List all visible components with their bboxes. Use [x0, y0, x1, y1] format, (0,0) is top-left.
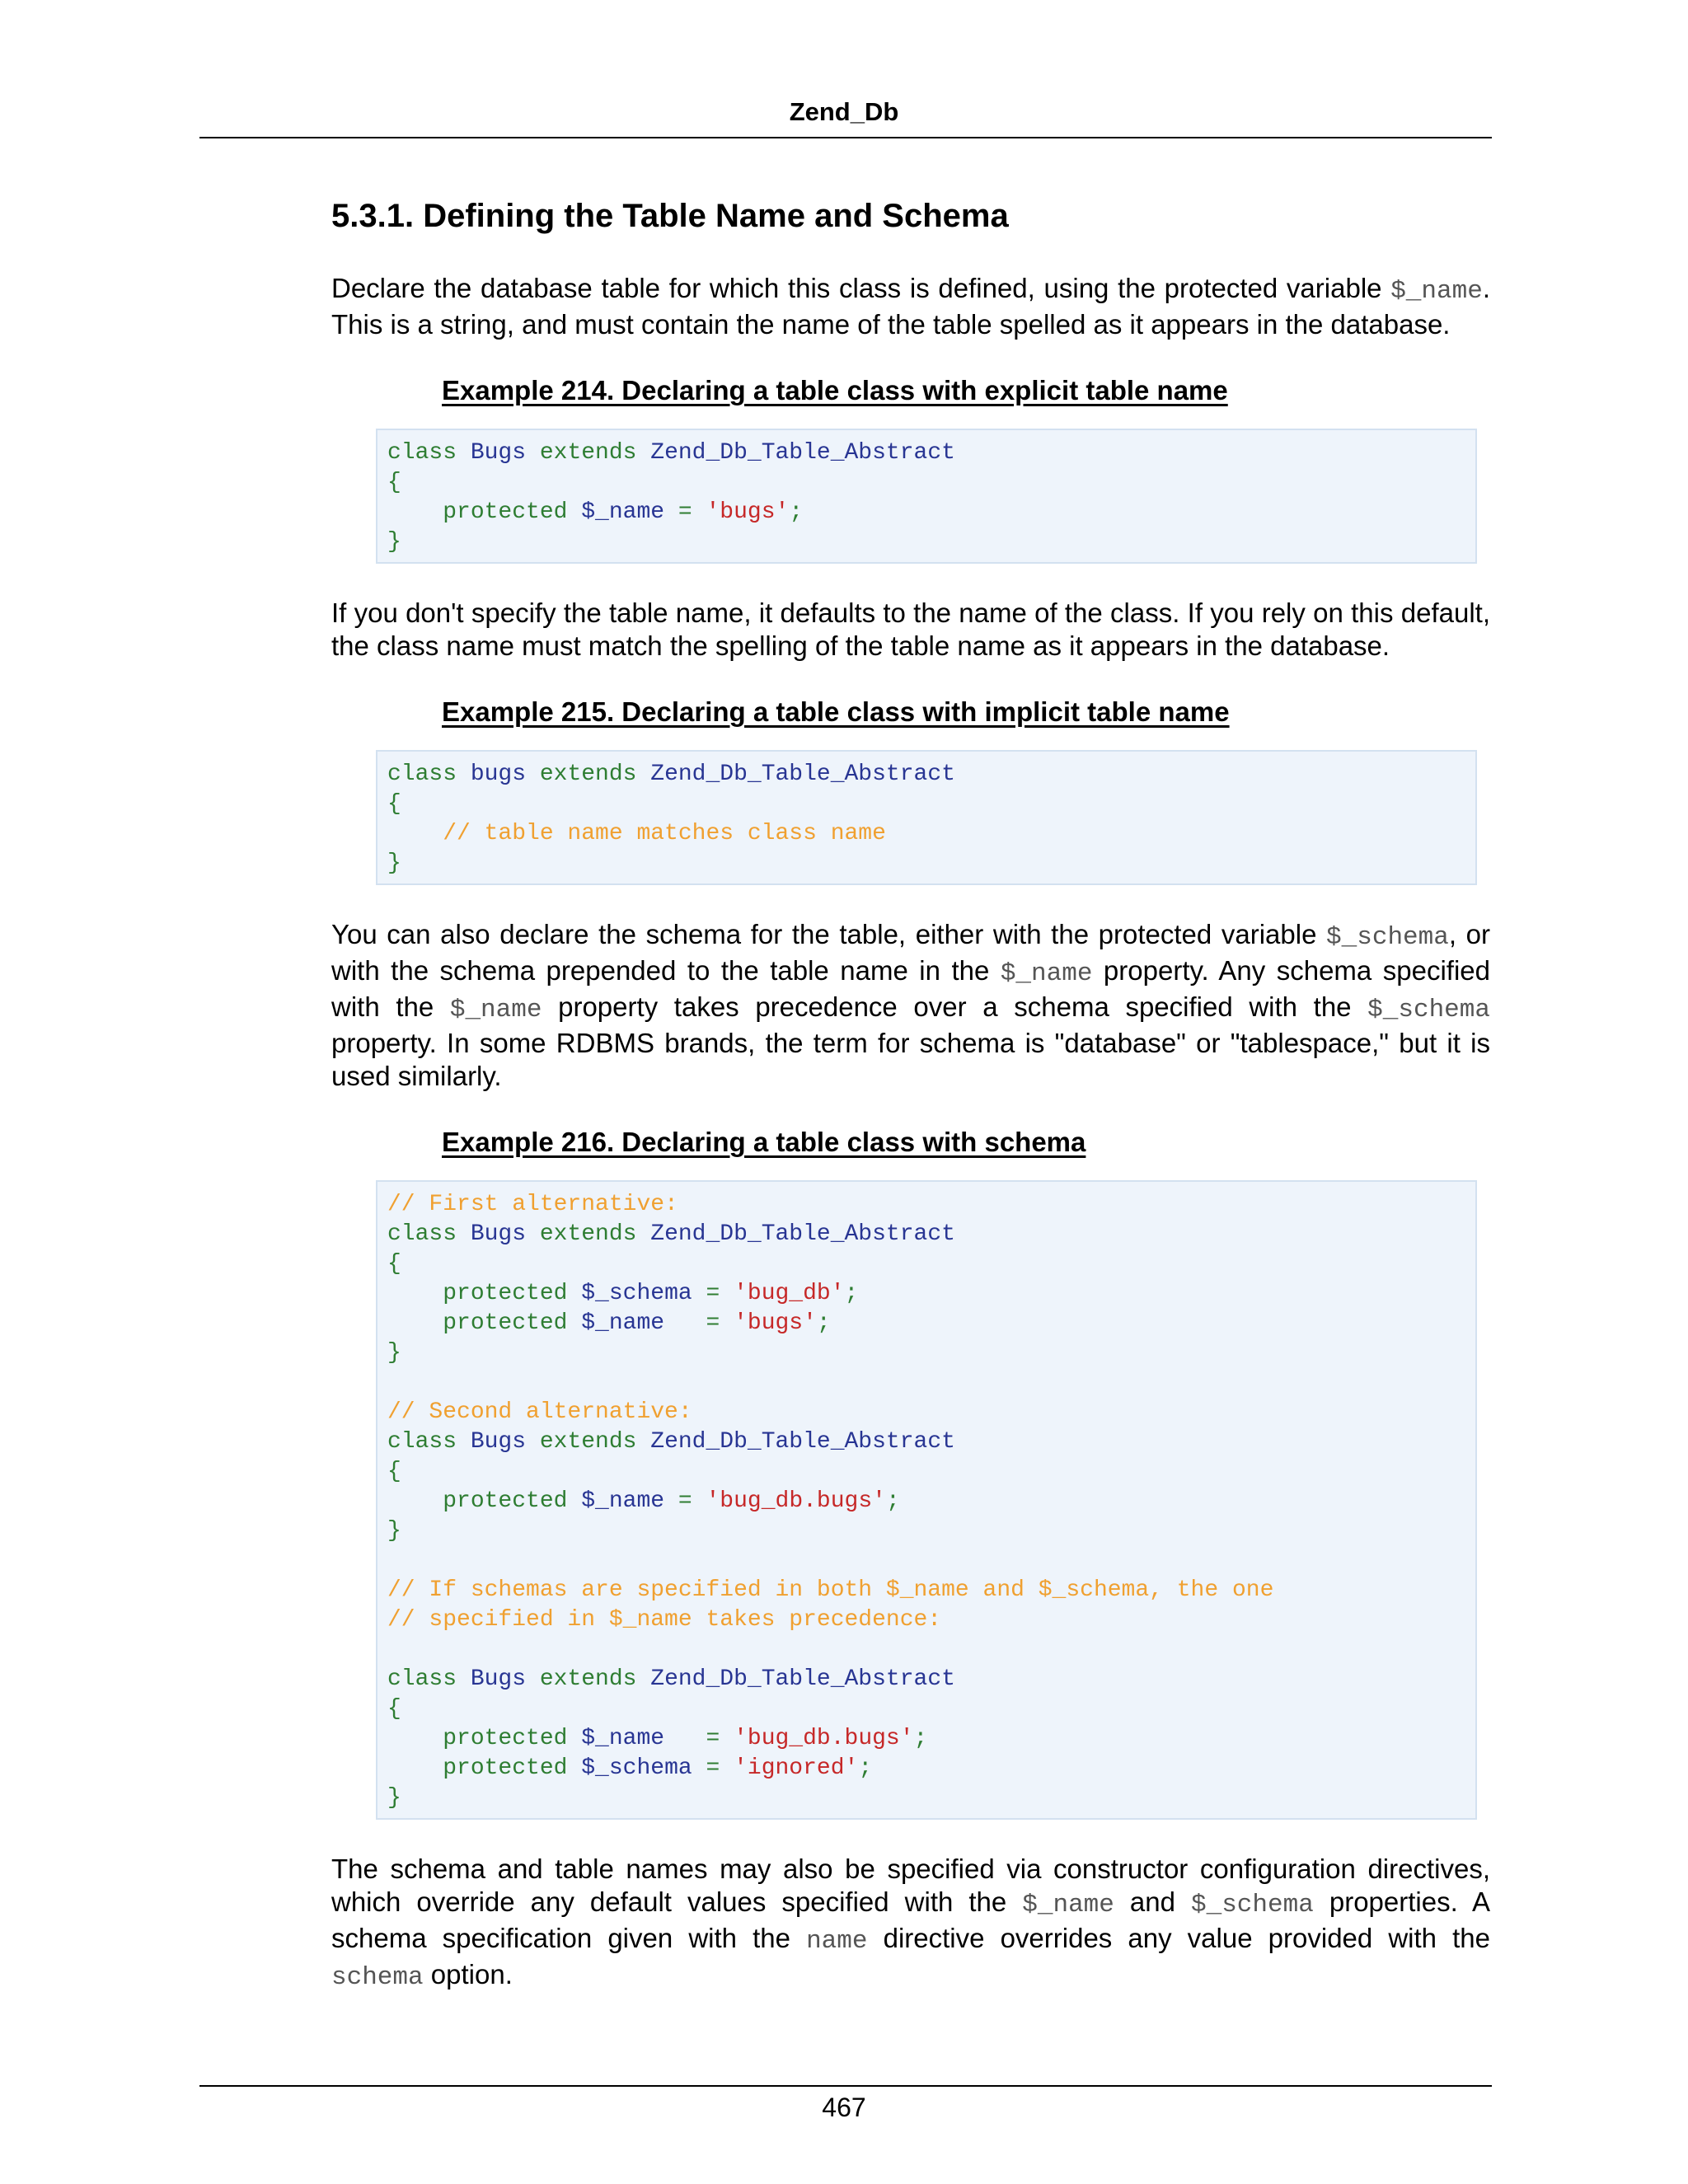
code-token: 'ignored': [734, 1755, 859, 1781]
inline-code: $_name: [1000, 959, 1093, 988]
code-token: 'bug_db.bugs': [734, 1726, 914, 1751]
code-line: [387, 1368, 1465, 1398]
code-line: [387, 1665, 1465, 1694]
code-token: $_schema: [581, 1281, 692, 1306]
code-token: $_name: [581, 1310, 665, 1336]
code-token: class: [387, 762, 471, 787]
code-token: ;: [885, 1488, 900, 1514]
code-token: protected: [387, 1310, 582, 1336]
example-title: Example 214. Declaring a table class with explicit table name: [442, 375, 1228, 405]
code-token: 'bugs': [706, 499, 790, 525]
code-token: }: [387, 529, 401, 555]
paragraph-text: property takes precedence over a schema specified with the: [542, 991, 1368, 1022]
code-token: {: [387, 1459, 401, 1484]
footer-rule: [199, 2085, 1492, 2087]
code-token: extends: [539, 1666, 651, 1692]
page-content: [331, 191, 1490, 2027]
example-title: Example 215. Declaring a table class with implicit table name: [442, 696, 1230, 727]
code-token: protected: [387, 1488, 582, 1514]
paragraph-text: . This is a string, and must contain the name of the table spelled as it appears in the database.: [331, 273, 1490, 340]
section-title: 5.3.1. Defining the Table Name and Schema: [331, 198, 1009, 234]
code-token: Bugs: [470, 1666, 540, 1692]
code-token: {: [387, 791, 401, 817]
paragraph: [331, 272, 1490, 341]
code-token: }: [387, 851, 401, 876]
code-token: // First alternative:: [387, 1192, 678, 1217]
code-token: {: [387, 1251, 401, 1277]
code-token: }: [387, 1785, 401, 1811]
code-token: ;: [789, 499, 804, 525]
paragraph-text: option.: [423, 1959, 513, 1990]
code-token: =: [692, 1281, 734, 1306]
code-line: [387, 1190, 1465, 1220]
code-line: [387, 1249, 1465, 1279]
code-line: [387, 438, 1465, 468]
code-token: class: [387, 1429, 471, 1455]
inline-code: $_schema: [1367, 996, 1490, 1024]
paragraph-text: Declare the database table for which this class is defined, using the protected variable: [331, 273, 1391, 303]
code-line: [387, 1724, 1465, 1754]
code-line: [387, 1635, 1465, 1665]
code-token: $_name: [581, 1726, 665, 1751]
code-token: protected: [387, 1726, 582, 1751]
code-token: {: [387, 1696, 401, 1722]
code-token: =: [664, 1726, 734, 1751]
code-token: }: [387, 1340, 401, 1366]
inline-code: $_name: [449, 996, 542, 1024]
paragraph: [331, 1853, 1490, 1994]
code-line: [387, 790, 1465, 819]
code-token: $_schema: [581, 1755, 692, 1781]
code-token: protected: [387, 1755, 582, 1781]
code-token: bugs: [470, 762, 540, 787]
code-token: // Second alternative:: [387, 1399, 692, 1425]
code-token: Zend_Db_Table_Abstract: [650, 440, 955, 466]
code-token: =: [664, 1488, 706, 1514]
code-line: [387, 1487, 1465, 1516]
code-token: class: [387, 1666, 471, 1692]
inline-code: $_name: [1022, 1891, 1114, 1919]
paragraph-text: and: [1114, 1886, 1191, 1917]
code-token: =: [664, 1310, 734, 1336]
code-token: $_name: [581, 1488, 665, 1514]
code-token: class: [387, 440, 471, 466]
code-line: [387, 760, 1465, 790]
code-token: ;: [816, 1310, 831, 1336]
code-token: class: [387, 1221, 471, 1247]
code-block: [376, 429, 1477, 564]
code-line: [387, 1457, 1465, 1487]
code-token: Bugs: [470, 1221, 540, 1247]
code-token: extends: [539, 762, 651, 787]
paragraph-text: , or with the schema prepended to the table name in the: [331, 919, 1490, 986]
code-token: $_name: [581, 499, 665, 525]
code-token: ;: [913, 1726, 928, 1751]
inline-code: $_schema: [1326, 923, 1449, 952]
code-token: ;: [858, 1755, 873, 1781]
code-line: [387, 1220, 1465, 1249]
header-rule: [199, 137, 1492, 138]
inline-code: $_schema: [1191, 1891, 1314, 1919]
code-line: [387, 1309, 1465, 1338]
code-line: [387, 498, 1465, 527]
paragraph-text: The schema and table names may also be specified via constructor configuration directives, which override any default values specified with the: [331, 1854, 1490, 1917]
paragraph-text: If you don't specify the table name, it defaults to the name of the class. If you rely on this default, the class name must match the spelling of the table name as it appears in the database.: [331, 598, 1490, 661]
paragraph-text: property. Any schema specified with the: [331, 955, 1490, 1022]
code-line: [387, 1576, 1465, 1605]
code-token: Bugs: [470, 440, 540, 466]
code-line: [387, 1427, 1465, 1457]
code-line: [387, 468, 1465, 498]
code-token: extends: [539, 1429, 651, 1455]
code-token: // If schemas are specified in both $_name and $_schema, the one: [387, 1577, 1274, 1603]
code-line: [387, 1546, 1465, 1576]
code-line: [387, 819, 1465, 849]
code-block: [376, 1180, 1477, 1820]
code-line: [387, 1398, 1465, 1427]
code-line: [387, 1605, 1465, 1635]
code-line: [387, 1694, 1465, 1724]
paragraph-text: directive overrides any value provided with the: [867, 1923, 1491, 1953]
code-token: Zend_Db_Table_Abstract: [650, 1429, 955, 1455]
code-token: extends: [539, 1221, 651, 1247]
code-token: protected: [387, 499, 582, 525]
code-token: Bugs: [470, 1429, 540, 1455]
page-number: 467: [822, 2093, 866, 2122]
inline-code: schema: [331, 1963, 424, 1992]
code-token: Zend_Db_Table_Abstract: [650, 1221, 955, 1247]
code-token: Zend_Db_Table_Abstract: [650, 762, 955, 787]
code-token: Zend_Db_Table_Abstract: [650, 1666, 955, 1692]
paragraph-text: property. In some RDBMS brands, the term for schema is "database" or "tablespace," but it is used similarly.: [331, 1028, 1490, 1091]
code-token: }: [387, 1518, 401, 1544]
code-token: {: [387, 470, 401, 495]
code-line: [387, 1338, 1465, 1368]
inline-code: $_name: [1390, 277, 1483, 306]
inline-code: name: [806, 1927, 868, 1956]
code-token: ;: [844, 1281, 859, 1306]
code-line: [387, 1783, 1465, 1813]
code-line: [387, 1516, 1465, 1546]
code-token: // specified in $_name takes precedence:: [387, 1607, 942, 1633]
running-header: Zend_Db: [789, 97, 899, 126]
code-token: // table name matches class name: [387, 821, 886, 846]
paragraph-text: properties. A schema specification given with the: [331, 1886, 1490, 1953]
code-line: [387, 1279, 1465, 1309]
code-token: 'bug_db.bugs': [706, 1488, 886, 1514]
code-line: [387, 527, 1465, 557]
paragraph: [331, 918, 1490, 1093]
example-title: Example 216. Declaring a table class with schema: [442, 1127, 1086, 1157]
code-line: [387, 849, 1465, 879]
code-token: =: [664, 499, 706, 525]
code-token: 'bugs': [734, 1310, 817, 1336]
code-token: extends: [539, 440, 651, 466]
code-block: [376, 750, 1477, 885]
code-line: [387, 1754, 1465, 1783]
paragraph-text: You can also declare the schema for the table, either with the protected variable: [331, 919, 1327, 949]
code-token: protected: [387, 1281, 582, 1306]
paragraph: [331, 597, 1490, 663]
code-token: 'bug_db': [734, 1281, 845, 1306]
code-token: =: [692, 1755, 734, 1781]
